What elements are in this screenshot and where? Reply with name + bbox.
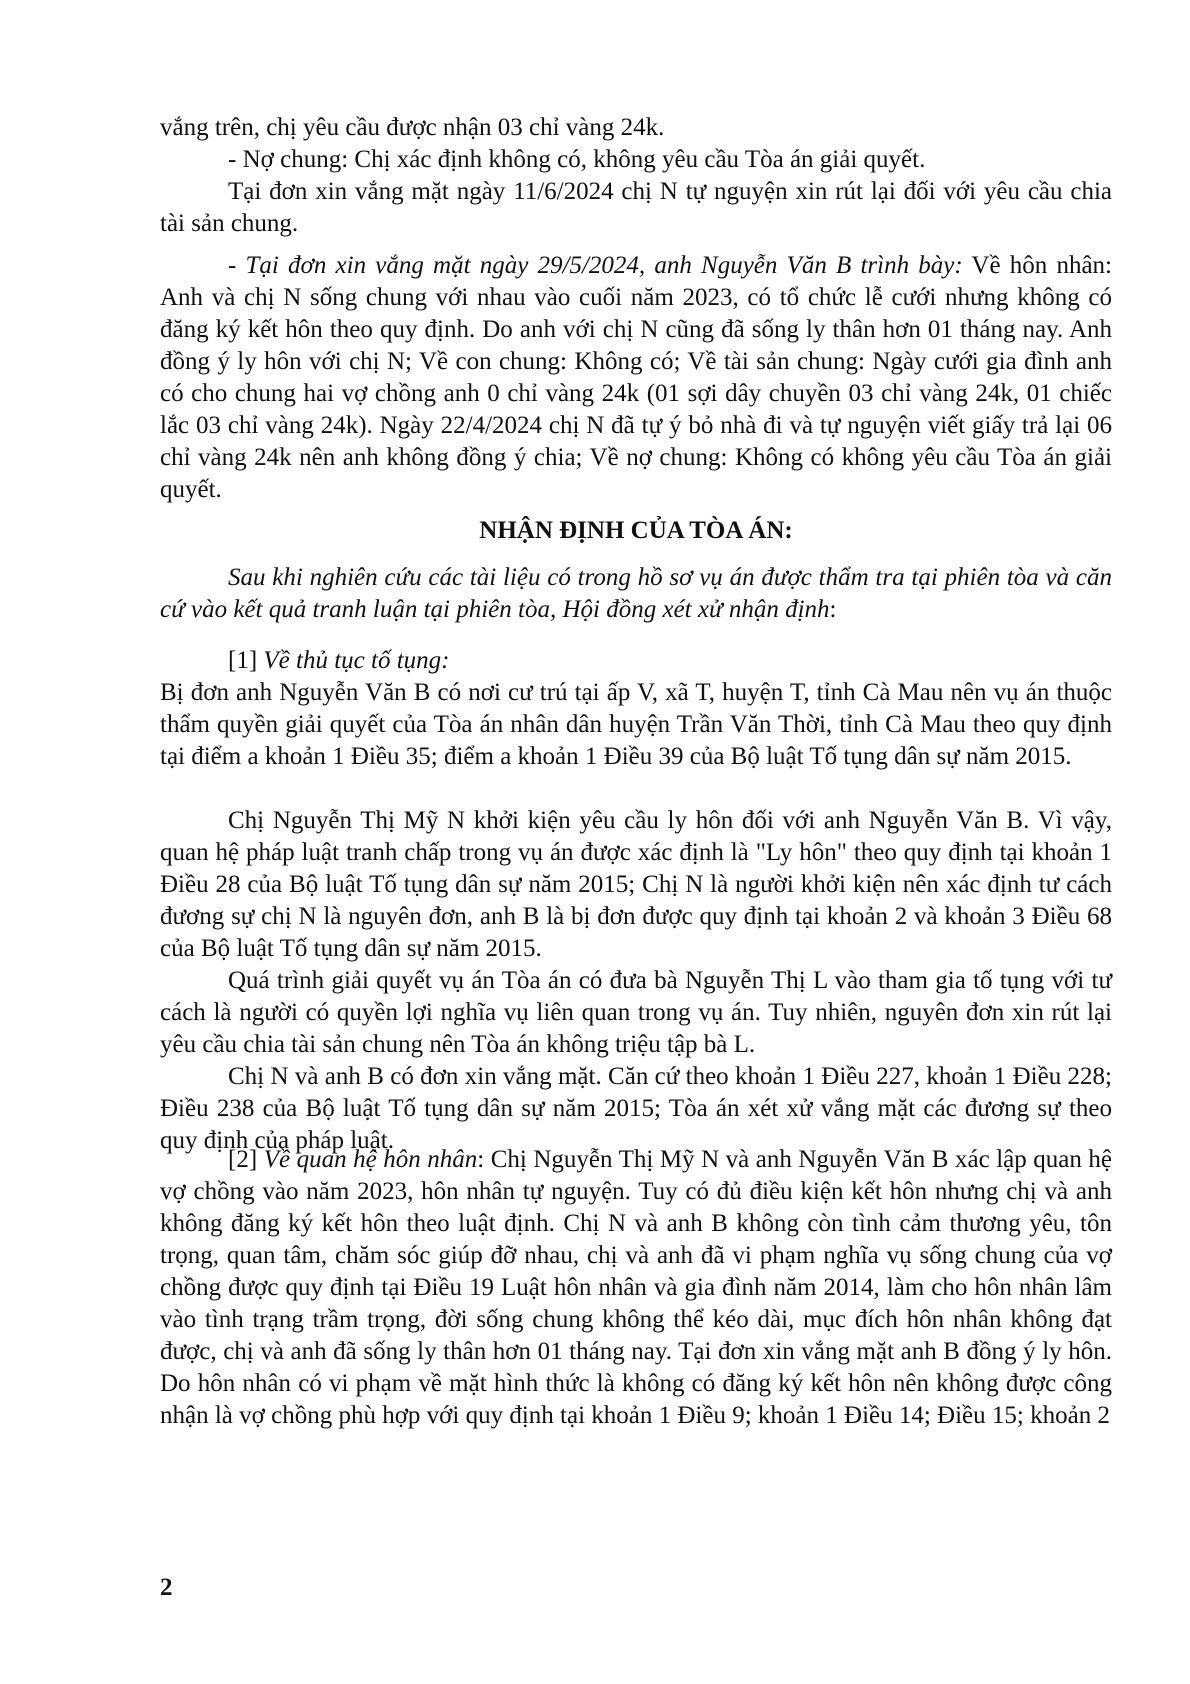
paragraph-jurisdiction: Bị đơn anh Nguyễn Văn B có nơi cư trú tại ấp V, xã T, huyện T, tỉnh Cà Mau nên vụ án thuộc thẩm quyền giải quyết của Tòa án nhân dân huyện Trần Văn Thời, tỉnh Cà Mau theo quy định tại điểm a khoản 1 Điều 35; điểm a khoản 1 Điều 39 của Bộ luật Tố tụng dân sự năm 2015. [160,679,1112,770]
court-intro-colon: : [829,596,837,623]
paragraph-defendant-statement [160,250,1112,506]
court-intro-italic: Sau khi nghiên cứu các tài liệu có trong hồ sơ vụ án được thẩm tra tại phiên tòa và căn cứ vào kết quả tranh luận tại phiên tòa, Hội đồng xét xử nhận định [160,564,1112,623]
marriage-number: [2] [228,1146,264,1173]
marriage-body: : Chị Nguyễn Thị Mỹ N và anh Nguyễn Văn B xác lập quan hệ vợ chồng vào năm 2023, hôn nhân tự nguyện. Tuy có đủ điều kiện kết hôn nhưng chị và anh không đăng ký kết hôn theo luật định. Chị N và anh B không còn tình cảm thương yêu, tôn trọng, quan tâm, chăm sóc giúp đỡ nhau, chị và anh đã vi phạm nghĩa vụ sống chung của vợ chồng được quy định tại Điều 19 Luật hôn nhân và gia đình năm 2014, làm cho hôn nhân lâm vào tình trạng trầm trọng, đời sống chung không thể kéo dài, mục đích hôn nhân không đạt được, chị và anh đã sống ly thân hơn 01 tháng nay. Tại đơn xin vắng mặt anh B đồng ý ly hôn. Do hôn nhân có vi phạm về mặt hình thức là không có đăng ký kết hôn nên không được công nhận là vợ chồng phù hợp với quy định tại khoản 1 Điều 9; khoản 1 Điều 14; Điều 15; khoản 2 [160,1146,1112,1429]
section-heading: NHẬN ĐỊNH CỦA TÒA ÁN: [479,517,793,544]
paragraph-continuation: vắng trên, chị yêu cầu được nhận 03 chỉ vàng 24k. [160,114,665,141]
paragraph-court-intro [160,562,1112,626]
paragraph-absence: Chị N và anh B có đơn xin vắng mặt. Căn cứ theo khoản 1 Điều 227, khoản 1 Điều 228; Điều 238 của Bộ luật Tố tụng dân sự năm 2015; Tòa án xét xử vắng mặt các đương sự theo quy định của pháp luật. [160,1063,1112,1154]
paragraph-withdrawal: Tại đơn xin vắng mặt ngày 11/6/2024 chị N tự nguyện xin rút lại đối với yêu cầu chia tài sản chung. [160,178,1112,237]
paragraph-procedure-heading [160,645,1112,677]
paragraph-marriage-relation [160,1144,1112,1432]
procedure-title: Về thủ tục tố tụng: [263,647,450,674]
paragraph-dispute-relation: Chị Nguyễn Thị Mỹ N khởi kiện yêu cầu ly hôn đối với anh Nguyễn Văn B. Vì vậy, quan hệ pháp luật tranh chấp trong vụ án được xác định là "Ly hôn" theo quy định tại khoản 1 Điều 28 của Bộ luật Tố tụng dân sự năm 2015; Chị N là người khởi kiện nên xác định tư cách đương sự chị N là nguyên đơn, anh B là bị đơn được quy định tại khoản 2 và khoản 3 Điều 68 của Bộ luật Tố tụng dân sự năm 2015. [160,807,1112,962]
paragraph-common-debt: - Nợ chung: Chị xác định không có, không yêu cầu Tòa án giải quyết. [228,146,926,173]
paragraph-related-party: Quá trình giải quyết vụ án Tòa án có đưa bà Nguyễn Thị L vào tham gia tố tụng với tư cách là người có quyền lợi nghĩa vụ liên quan trong vụ án. Tuy nhiên, nguyên đơn xin rút lại yêu cầu chia tài sản chung nên Tòa án không triệu tập bà L. [160,967,1112,1058]
defendant-statement-intro: - Tại đơn xin vắng mặt ngày 29/5/2024, anh Nguyễn Văn B trình bày: [228,252,963,279]
defendant-statement-body: Về hôn nhân: Anh và chị N sống chung với nhau vào cuối năm 2023, có tổ chức lễ cưới nhưng không có đăng ký kết hôn theo quy định. Do anh với chị N cũng đã sống ly thân hơn 01 tháng nay. Anh đồng ý ly hôn với chị N; Về con chung: Không có; Về tài sản chung: Ngày cưới gia đình anh có cho chung hai vợ chồng anh 0 chỉ vàng 24k (01 sợi dây chuyền 03 chỉ vàng 24k, 01 chiếc lắc 03 chỉ vàng 24k). Ngày 22/4/2024 chị N đã tự ý bỏ nhà đi và tự nguyện viết giấy trả lại 06 chỉ vàng 24k nên anh không đồng ý chia; Về nợ chung: Không có không yêu cầu Tòa án giải quyết. [160,252,1112,503]
procedure-number: [1] [228,647,264,674]
marriage-title: Về quan hệ hôn nhân [263,1146,478,1173]
page-number: 2 [160,1574,173,1601]
